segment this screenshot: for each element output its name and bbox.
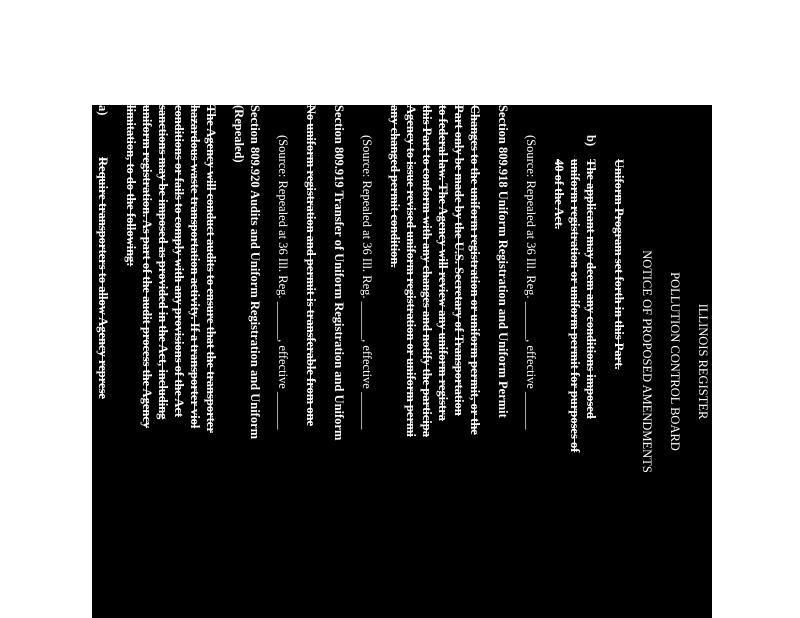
section-heading: Section 809.919 Transfer of Uniform Registration and Uniform	[332, 105, 346, 441]
text-line: No uniform registration and permit is transferable from one	[304, 105, 318, 427]
text-line: Changes to the uniform registration or uniform permit, or the	[468, 105, 482, 435]
item-label: b)	[584, 135, 598, 147]
text-line: to federal law. The Agency will review any uniform registra	[436, 105, 450, 421]
text-line: Agency to issue revised uniform registration or uniform permi	[404, 105, 418, 437]
text-line: any changed permit condition.	[388, 105, 402, 268]
scanned-page	[92, 105, 712, 618]
source-note: (Source: Repealed at 36 Ill. Reg. ______, effective ______	[276, 135, 290, 430]
section-heading: Section 809.920 Audits and Uniform Registration and Uniform	[248, 105, 262, 440]
text-line: uniform registration. As part of the audit process the Agency	[140, 105, 154, 429]
text-line: hazardous waste transportation activity. If a transporter viol	[188, 105, 202, 429]
text-line: Uniform Program set forth in this Part.	[612, 159, 626, 370]
text-line: waste in this State;	[64, 157, 78, 258]
text-line: 40 of the Act.	[552, 159, 566, 230]
register-header: ILLINOIS REGISTER	[696, 303, 710, 420]
text-line: The applicant may deem any conditions imposed	[584, 159, 598, 419]
text-line: commercial vehicle or facility operated by the	[80, 157, 94, 401]
text-line: limitation, to do the following:	[124, 105, 138, 267]
item-label: a)	[96, 105, 110, 116]
repealed-label: (Repealed)	[232, 105, 246, 163]
page-content	[92, 105, 712, 618]
section-heading: Section 809.918 Uniform Registration and Uniform Permit	[496, 105, 510, 418]
source-note: (Source: Repealed at 36 Ill. Reg. ______, effective ______	[360, 135, 374, 430]
text-line: this Part to conform with any changes and notify the participa	[420, 105, 434, 437]
notice-header: NOTICE OF PROPOSED AMENDMENTS	[640, 250, 654, 473]
text-line: uniform registration or uniform permit for purposes of	[568, 159, 582, 453]
text-line: conditions or fails to comply with any provisions of the Act	[172, 105, 186, 418]
text-line: sanctions may be imposed as provided in the Act, including	[156, 105, 170, 420]
board-header: POLLUTION CONTROL BOARD	[668, 272, 682, 451]
text-line: Require transporters to allow Agency represe	[96, 157, 110, 399]
source-note: (Source: Repealed at 36 Ill. Reg. ______, effective ______	[524, 135, 538, 430]
text-line: The Agency will conduct audits to ensure that the transporter	[204, 105, 218, 433]
text-line: Part only be made by the U.S. Secretary of Transportation	[452, 105, 466, 416]
